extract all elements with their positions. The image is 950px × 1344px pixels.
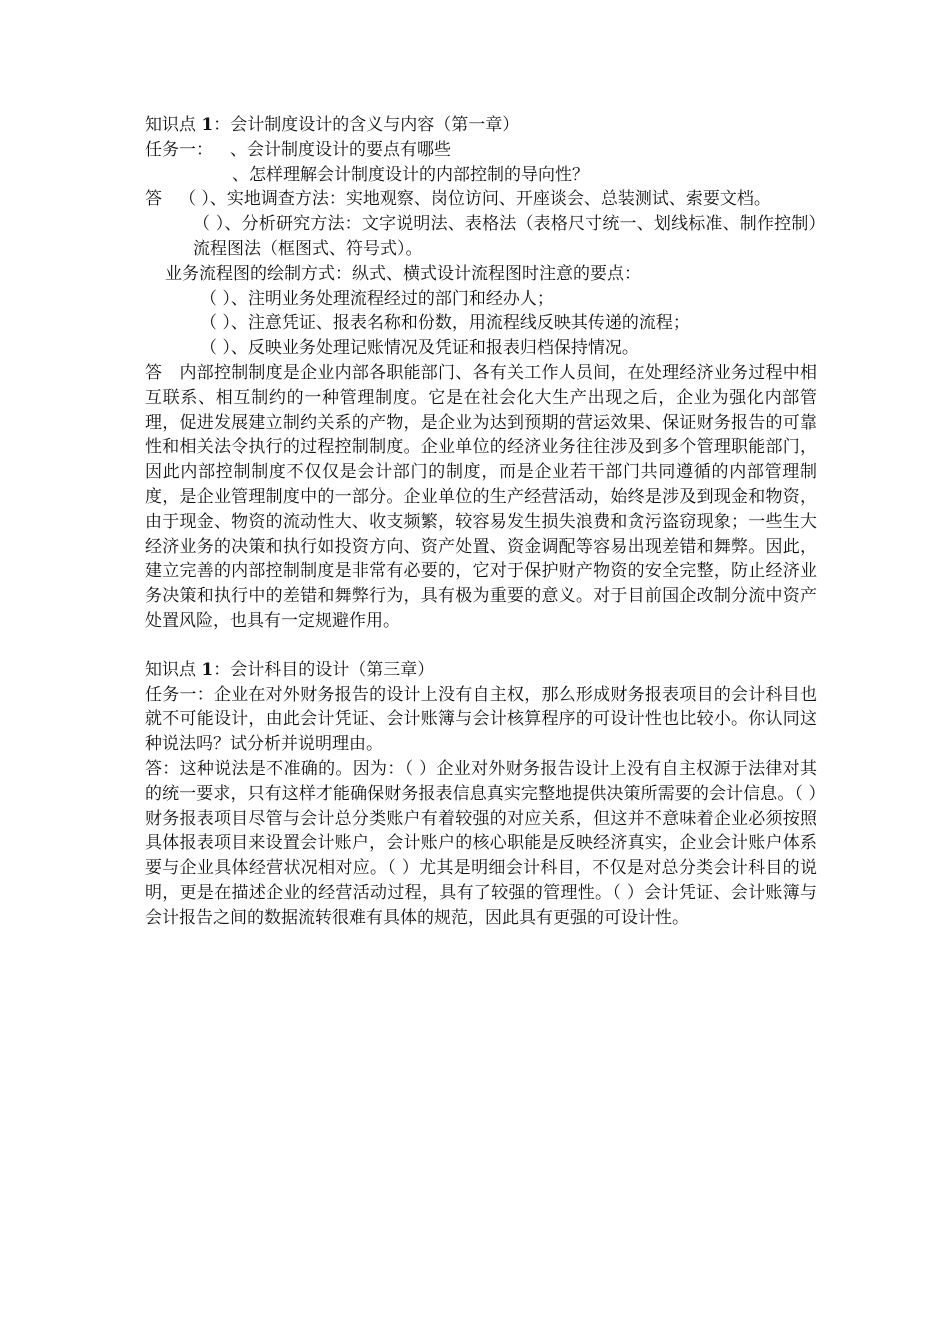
- flow-chart-title: 业务流程图的绘制方式：纵式、横式设计流程图时注意的要点：: [165, 263, 641, 284]
- answer-1: [145, 187, 817, 212]
- answer-2-text: 内部控制制度是企业内部各职能部门、各有关工作人员间，在处理经济业务过程中相互联系、相互制约的一种管理制度。它是在社会化大生产出现之后，企业为强化内部管理，促进发展建立制约关系的产物，是企业为达到预期的营运效果、保证财务报告的可靠性和相关法令执行的过程控制制度。企业单位的经济业务往往涉及到多个管理职能部门，因此内部控制制度不仅仅是会计部门的制度，而是企业若干部门共同遵循的内部管理制度，是企业管理制度中的一部分。企业单位的生产经营活动，始终是涉及到现金和物资，由于现金、物资的流动性大、收支频繁，较容易发生损失浪费和贪污盗窃现象；一些生大经济业务的决策和执行如投资方向、资产处置、资金调配等容易出现差错和舞弊。因此，建立完善的内部控制制度是非常有必要的，它对于保护财产物资的安全完整，防止经济业务决策和执行中的差错和舞弊行为，具有极为重要的意义。对于目前国企改制分流中资产处置风险，也具有一定规避作用。: [145, 362, 818, 631]
- heading-text: ：会计科目的设计（第三章）: [213, 659, 435, 680]
- answer-item-2: （ ）、分析研究方法：文字说明法、表格法（表格尺寸统一、划线标准、制作控制）流程图法（框图式、符号式）。: [193, 214, 817, 259]
- section-heading: [145, 658, 817, 683]
- flow-point: （ ）、反映业务处理记账情况及凭证和报表归档保持情况。: [200, 338, 639, 359]
- section-spacer: [145, 634, 817, 658]
- answer-item-1: （ ）、实地调查方法：实地观察、岗位访问、开座谈会、总装测试、索要文档。: [179, 189, 771, 210]
- answer-label: 答: [145, 189, 179, 210]
- task-question-1: 、会计制度设计的要点有哪些: [230, 139, 451, 160]
- task-paragraph: 任务一：企业在对外财务报告的设计上没有自主权，那么形成财务报表项目的会计科目也就不可能设计，由此会计凭证、会计账簿与会计核算程序的可设计性也比较小。你认同这种说法吗？试分析并说明理由。: [145, 684, 817, 755]
- heading-prefix: 知识点: [145, 659, 202, 680]
- flow-point: （ ）、注意凭证、报表名称和份数，用流程线反映其传递的流程；: [200, 313, 690, 334]
- task-line: [145, 138, 817, 163]
- document-body: [145, 113, 817, 931]
- heading-number: 1: [201, 659, 214, 680]
- answer-2: [145, 361, 817, 634]
- heading-prefix: 知识点: [145, 115, 202, 135]
- flow-point: （ ）、注明业务处理流程经过的部门和经办人；: [200, 288, 554, 309]
- heading-text: ：会计制度设计的含义与内容（第一章）: [213, 115, 520, 135]
- task-question-2: 、怎样理解会计制度设计的内部控制的导向性？: [232, 164, 589, 185]
- heading-number: 1: [201, 115, 214, 135]
- answer-paragraph: 答：这种说法是不准确的。因为：（ ）企业对外财务报告设计上没有自主权源于法律对其的统一要求，只有这样才能确保财务报表信息真实完整地提供决策所需要的会计信息。（ ）财务报表项目尽管与会计总分类账户有着较强的对应关系，但这并不意味着企业必须按照具体报表项目来设置会计账户，会计账户的核心职能是反映经济真实，企业会计账户体系要与企业具体经营状况相对应。（ ）尤其是明细会计科目，不仅是对总分类会计科目的说明，更是在描述企业的经营活动过程，具有了较强的管理性。（ ）会计凭证、会计账簿与会计报告之间的数据流转很难有具体的规范，因此具有更强的可设计性。: [145, 758, 817, 928]
- answer-label: 答: [145, 362, 180, 383]
- section-heading: [145, 113, 817, 138]
- task-label: 任务一：: [145, 139, 213, 160]
